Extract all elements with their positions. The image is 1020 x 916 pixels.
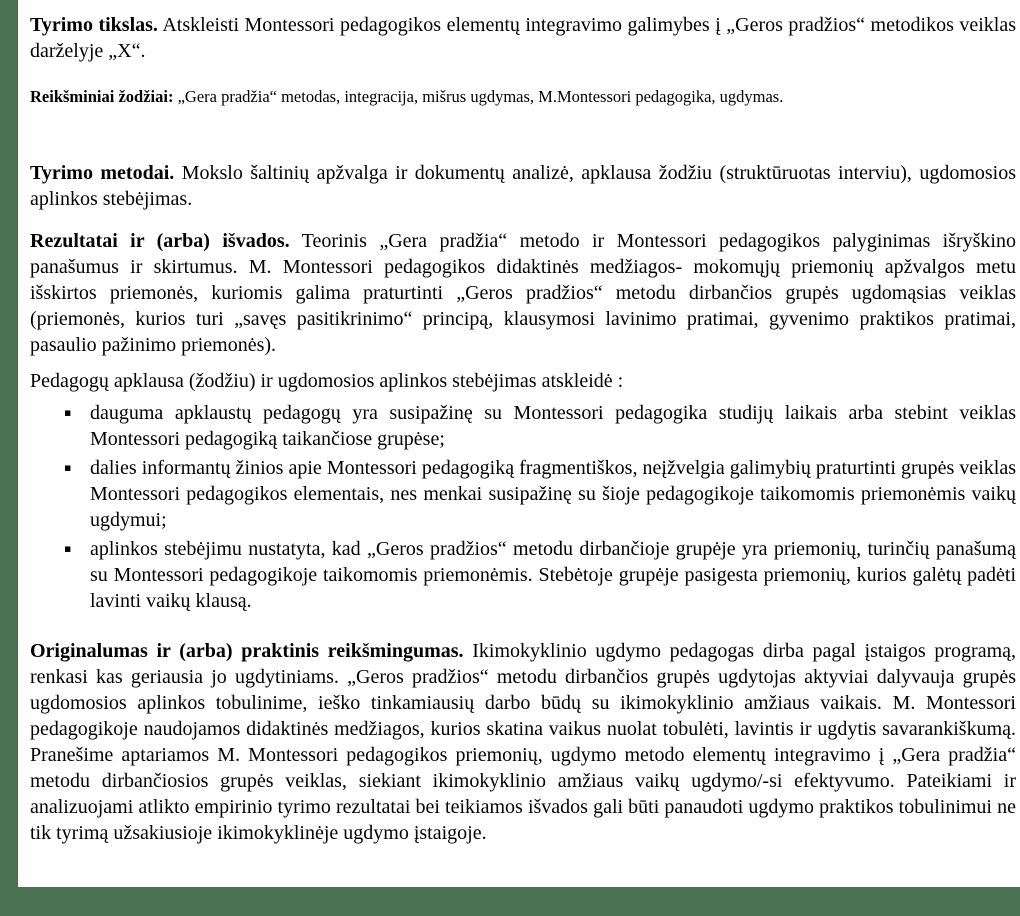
list-item [30,455,1016,533]
square-bullet-icon: ▪ [64,542,72,555]
keywords-text: „Gera pradžia“ metodas, integracija, mišrus ugdymas, M.Montessori pedagogika, ugdymas. [177,87,784,106]
finding-text: dauguma apklaustų pedagogų yra susipažinę su Montessori pedagogika studijų laikais arba stebint veiklas Montessori pedagogiką taikančiose grupėse; [90,402,1016,450]
square-bullet-icon: ▪ [64,406,72,419]
research-goal-text: Atskleisti Montessori pedagogikos elementų integravimo galimybes į „Geros pradžios“ metodikos veiklas darželyje „X“. [30,14,1016,62]
results-text: Teorinis „Gera pradžia“ metodo ir Montessori pedagogikos palyginimas išryškino panašumus ir skirtumus. M. Montessori pedagogikos didaktinės medžiagos- mokomųjų priemonių apžvalgos metu išskirtos priemonės, kuriomis galima praturtinti „Geros pradžios“ metodu dirbančios grupės ugdomąsias veiklas (priemonės, kurios turi „savęs pasitikrinimo“ principą, klausymosi lavinimo pratimai, gyvenimo praktikos pratimai, pasaulio pažinimo priemonės). [30,230,1016,356]
originality-heading: Originalumas ir (arba) praktinis reikšmingumas. [30,640,464,662]
paragraph-originality [30,638,1016,846]
research-goal-heading: Tyrimo tikslas. [30,14,158,36]
page-edge-left-bar [0,0,18,916]
finding-text: aplinkos stebėjimu nustatyta, kad „Geros pradžios“ metodu dirbančioje grupėje yra priemonių, turinčių panašumą su Montessori pedagogikoje taikomomis priemonėmis. Stebėtoje grupėje pasigesta priemonių, kurios galėtų padėti lavinti vaikų klausą. [90,538,1016,612]
findings-list [30,400,1016,614]
paragraph-keywords [30,86,1016,108]
list-item [30,400,1016,452]
results-heading: Rezultatai ir (arba) išvados. [30,230,290,252]
keywords-heading: Reikšminiai žodžiai: [30,87,174,106]
paragraph-research-goal [30,12,1016,64]
finding-text: dalies informantų žinios apie Montessori pedagogiką fragmentiškos, neįžvelgia galimybių praturtinti grupės veiklas Montessori pedagogikos elementais, nes menkai susipažinę su šioje pedagogikoje taikomomis priemonėmis vaikų ugdymui; [90,457,1016,531]
paragraph-research-methods [30,160,1016,212]
square-bullet-icon: ▪ [64,461,72,474]
research-methods-heading: Tyrimo metodai. [30,162,175,184]
research-methods-text: Mokslo šaltinių apžvalga ir dokumentų analizė, apklausa žodžiu (struktūruotas interviu), ugdomosios aplinkos stebėjimas. [30,162,1017,210]
paragraph-survey-intro [30,368,1016,394]
abstract-content [30,12,1016,846]
survey-intro-text: Pedagogų apklausa (žodžiu) ir ugdomosios aplinkos stebėjimas atskleidė : [30,370,624,392]
originality-text: Ikimokyklinio ugdymo pedagogas dirba pagal įstaigos programą, renkasi kas geriausia jo ugdytiniams. „Geros pradžios“ metodu dirbančios grupės ugdytojas aktyviai dalyvauja grupės ugdomosios aplinkos tobulinime, ieško tinkamiausių darbo būdų su ikimokyklinio amžiaus vaikais. M. Montessori pedagogikoje naudojamos didaktinės medžiagos, kurios skatina vaikus nuolat tobulėti, lavintis ir ugdytis savarankiškumą. Pranešime aptariamos M. Montessori pedagogikos priemonių, ugdymo metodo elementų integravimo į „Gera pradžia“ metodu dirbančiosios grupės veiklas, siekiant ikimokyklinio amžiaus vaikų ugdymo/-si efektyvumo. Pateikiami ir analizuojami atlikto empirinio tyrimo rezultatai bei teikiamos išvados gali būti panaudoti ugdymo praktikos tobulinimui ne tik tyrimą užsakiusioje ikimokyklinėje ugdymo įstaigoje. [30,640,1017,844]
paragraph-results-conclusions [30,228,1016,358]
page-edge-bottom-bar [0,887,1020,916]
list-item [30,536,1016,614]
